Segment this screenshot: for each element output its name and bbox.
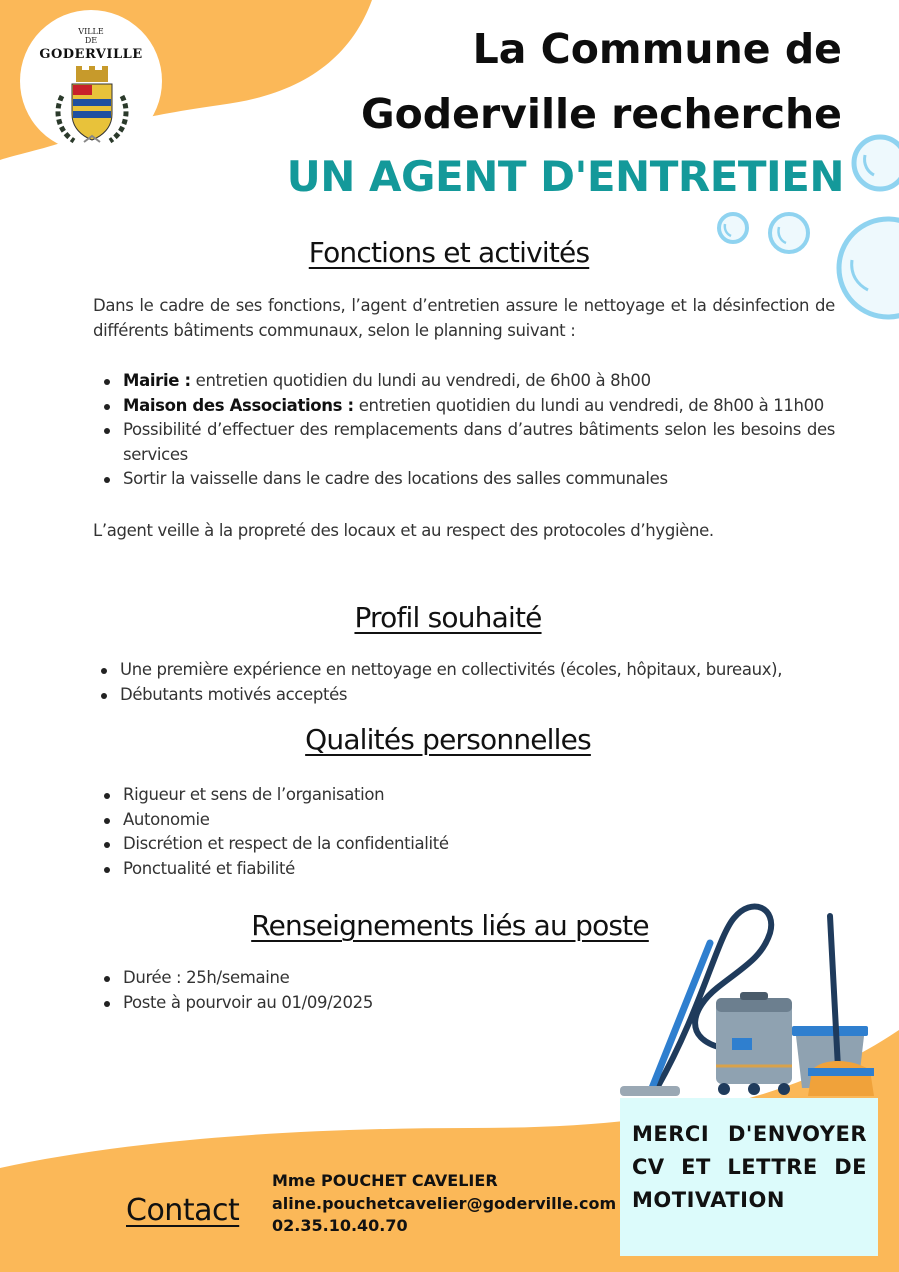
list-item: Discrétion et respect de la confidentialité — [93, 832, 693, 857]
section-title-qualites: Qualités personnelles — [305, 723, 591, 756]
section-title-profil: Profil souhaité — [354, 601, 542, 634]
broom-icon — [808, 916, 874, 1096]
cleaning-illustration — [612, 898, 880, 1100]
list-item: Débutants motivés acceptés — [90, 683, 835, 708]
list-item: Une première expérience en nettoyage en collectivités (écoles, hôpitaux, bureaux), — [90, 658, 835, 683]
callout-line-2: CV ET LETTRE DE — [632, 1155, 867, 1179]
logo-ville-text: VILLE DE — [78, 27, 104, 45]
vacuum-cleaner-icon — [716, 992, 792, 1095]
list-item: Sortir la vaisselle dans le cadre des locations des salles communales — [93, 467, 835, 492]
title-line-1: La Commune de — [472, 25, 842, 73]
list-item: Durée : 25h/semaine — [93, 966, 593, 991]
section-title-renseignements: Renseignements liés au poste — [251, 909, 649, 942]
contact-phone[interactable]: 02.35.10.40.70 — [272, 1216, 408, 1235]
contact-name: Mme POUCHET CAVELIER — [272, 1171, 498, 1190]
callout-line-1: MERCI D'ENVOYER — [632, 1122, 867, 1146]
fonctions-outro: L’agent veille à la propreté des locaux et au respect des protocoles d’hygiène. — [93, 521, 714, 540]
contact-label: Contact — [126, 1193, 240, 1228]
fonctions-list — [93, 369, 835, 492]
list-item: Ponctualité et fiabilité — [93, 857, 693, 882]
city-crest-icon — [52, 66, 132, 148]
contact-email[interactable]: aline.pouchetcavelier@goderville.com — [272, 1193, 617, 1213]
title-line-3: UN AGENT D'ENTRETIEN — [286, 152, 844, 201]
list-item: Poste à pourvoir au 01/09/2025 — [93, 991, 593, 1016]
callout-text — [632, 1118, 867, 1217]
list-item: Maison des Associations : entretien quotidien du lundi au vendredi, de 8h00 à 11h00 — [93, 394, 835, 419]
fonctions-intro: Dans le cadre de ses fonctions, l’agent d’entretien assure le nettoyage et la désinfection de différents bâtiments communaux, selon le planning suivant : — [93, 296, 835, 340]
callout-line-3: MOTIVATION — [632, 1188, 785, 1212]
title-line-2: Goderville recherche — [360, 90, 842, 138]
list-item: Mairie : entretien quotidien du lundi au vendredi, de 6h00 à 8h00 — [93, 369, 835, 394]
profil-list — [90, 658, 835, 707]
list-item: Autonomie — [93, 808, 693, 833]
logo-goderville-text: GODERVILLE — [39, 47, 143, 62]
list-item: Rigueur et sens de l’organisation — [93, 783, 693, 808]
qualites-list — [93, 783, 693, 881]
renseignements-list — [93, 966, 593, 1015]
section-title-fonctions: Fonctions et activités — [308, 236, 590, 269]
contact-info — [272, 1170, 616, 1238]
vacuum-wand — [652, 943, 710, 1088]
list-item: Possibilité d’effectuer des remplacements dans d’autres bâtiments selon les besoins des services — [93, 418, 835, 467]
